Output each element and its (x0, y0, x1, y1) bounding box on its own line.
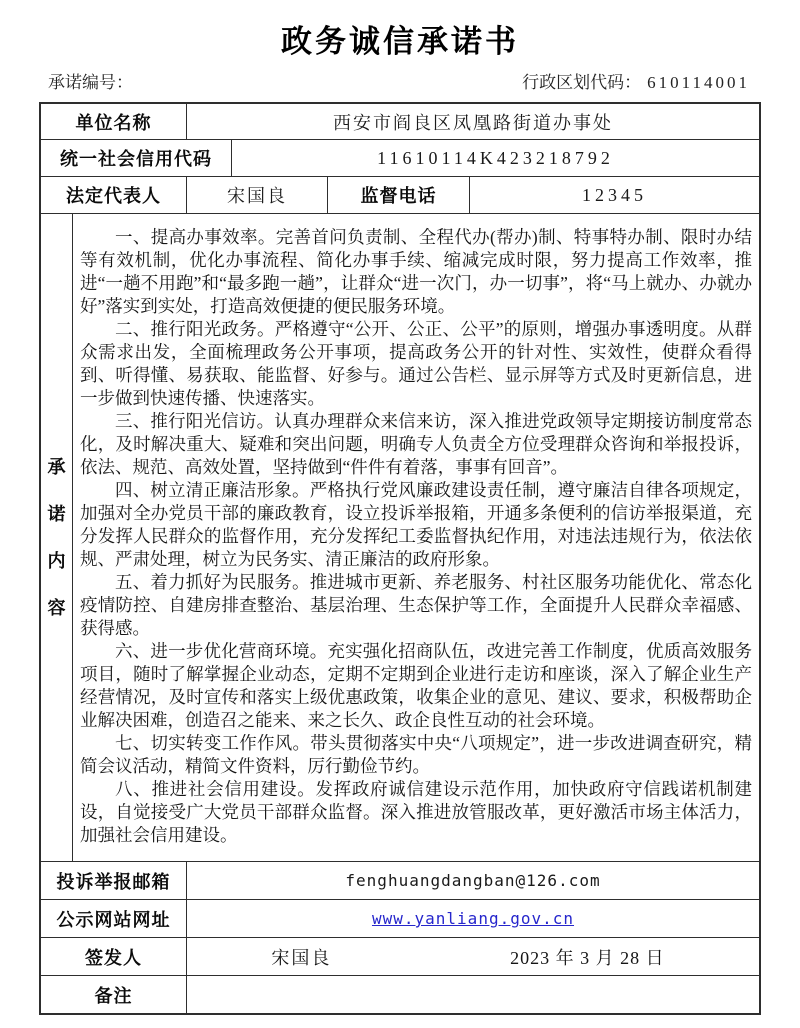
content-paragraph: 六、进一步优化营商环境。充实强化招商队伍，改进完善工作制度，优质高效服务项目，随时了解掌握企业动态，定期不定期到企业进行走访和座谈，深入了解企业生产经营情况，及时宣传和落实上级优惠政策，收集企业的意见、建议、要求，积极帮助企业解决困难，创造召之能来、来之长久、政企良性互动的社会环境。 (80, 641, 752, 730)
content-paragraph: 二、推行阳光政务。严格遵守“公开、公正、公平”的原则，增强办事透明度。从群众需求出发，全面梳理政务公开事项，提高政务公开的针对性、实效性，使群众看得到、听得懂、易获取、能监督、好参与。通过公告栏、显示屏等方式及时更新信息，进一步做到快速传播、快速落实。 (80, 319, 752, 408)
region-code-label: 行政区划代码： (522, 73, 642, 92)
table-row-legal-rep (41, 177, 759, 214)
credit-code-label: 统一社会信用代码 (41, 140, 232, 176)
unit-name-value: 西安市阎良区凤凰路街道办事处 (333, 112, 613, 133)
table-row-remark (41, 976, 759, 1013)
content-label: 承诺内容 (47, 456, 66, 618)
content-label-cell (41, 214, 73, 861)
supervise-phone-label: 监督电话 (328, 177, 470, 213)
promise-number (48, 68, 133, 93)
content-paragraph: 一、提高办事效率。完善首问负责制、全程代办(帮办)制、特事特办制、限时办结等有效机制，优化办事流程、简化办事手续、缩减完成时限，努力提高工作效率，推进“一趟不用跑”和“最多跑一趟”，让群众“进一次门，办一切事”，将“马上就办、办就办好”落实到实处，打造高效便捷的便民服务环境。 (80, 227, 752, 316)
website-label: 公示网站网址 (41, 900, 187, 937)
header-meta-row (0, 68, 800, 93)
remark-label: 备注 (41, 976, 187, 1013)
website-link[interactable]: www.yanliang.gov.cn (371, 909, 575, 928)
issue-date: 2023 年 3 月 28 日 (510, 947, 665, 968)
content-paragraph: 三、推行阳光信访。认真办理群众来信来访，深入推进党政领导定期接访制度常态化，及时解决重大、疑难和突出问题，明确专人负责全方位受理群众咨询和举报投诉，依法、规范、高效处置，坚持做到“件件有着落，事事有回音”。 (80, 411, 752, 477)
issuer-value-cell (187, 938, 759, 975)
unit-name-label: 单位名称 (41, 104, 187, 139)
table-row-complaint-email (41, 862, 759, 900)
website-value-cell (187, 900, 759, 937)
region-code (522, 68, 750, 93)
content-paragraph: 八、推进社会信用建设。发挥政府诚信建设示范作用，加快政府守信践诺机制建设，自觉接受广大党员干部群众监督。深入推进放管服改革，更好激活市场主体活力，加强社会信用建设。 (80, 779, 752, 845)
commitment-table (39, 102, 761, 1015)
content-paragraph: 四、树立清正廉洁形象。严格执行党风廉政建设责任制，遵守廉洁自律各项规定，加强对全办党员干部的廉政教育，设立投诉举报箱，开通多条便利的信访举报渠道，充分发挥人民群众的监督作用，充分发挥纪工委监督执纪作用，对违法违规行为，依法依规、严肃处理，树立为民务实、清正廉洁的政府形象。 (80, 480, 752, 569)
promise-number-label: 承诺编号： (48, 73, 133, 92)
legal-rep-value: 宋国良 (187, 177, 328, 213)
supervise-phone-value: 12345 (582, 184, 647, 205)
region-code-value: 610114001 (647, 73, 750, 92)
legal-rep-label: 法定代表人 (41, 177, 187, 213)
complaint-email-value: fenghuangdangban@126.com (345, 871, 601, 890)
complaint-email-label: 投诉举报邮箱 (41, 862, 187, 899)
table-row-content (41, 214, 759, 862)
table-row-website (41, 900, 759, 938)
issuer-label: 签发人 (41, 938, 187, 975)
remark-value (187, 976, 759, 1013)
table-row-unit-name (41, 104, 759, 140)
table-row-credit-code (41, 140, 759, 177)
table-row-issuer (41, 938, 759, 976)
content-paragraphs (73, 214, 759, 861)
content-paragraph: 五、着力抓好为民服务。推进城市更新、养老服务、村社区服务功能优化、常态化疫情防控、自建房排查整治、基层治理、生态保护等工作，全面提升人民群众幸福感、获得感。 (80, 572, 752, 638)
content-paragraph: 七、切实转变工作作风。带头贯彻落实中央“八项规定”，进一步改进调查研究，精简会议活动，精简文件资料，厉行勤俭节约。 (80, 733, 752, 776)
credit-code-value: 11610114K423218792 (377, 147, 614, 168)
issuer-name: 宋国良 (271, 947, 332, 968)
page-title: 政务诚信承诺书 (281, 24, 519, 59)
